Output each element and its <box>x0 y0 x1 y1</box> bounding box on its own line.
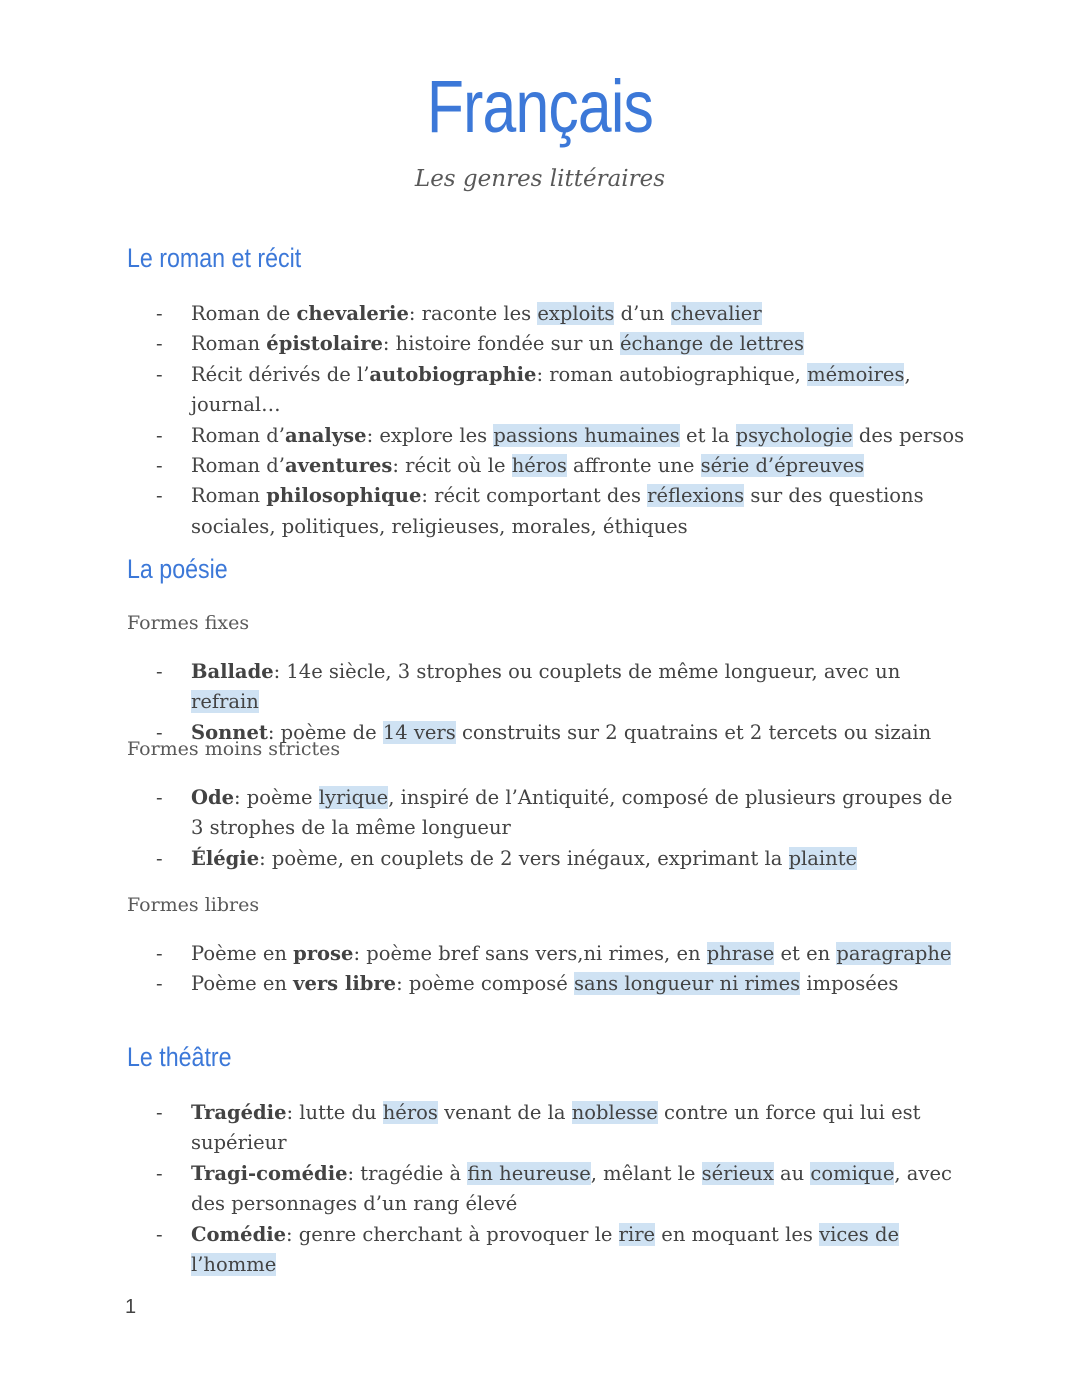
list-item: - Récit dérivés de l’autobiographie: roman autobiographique, mémoires, journal… <box>156 362 911 417</box>
subheading-formes-fixes: Formes fixes <box>127 612 250 634</box>
list-item: - Tragi-comédie: tragédie à fin heureuse, mêlant le sérieux au comique, avec des personnages d’un rang élevé <box>156 1161 952 1216</box>
document-subtitle: Les genres littéraires <box>414 166 666 192</box>
section-heading-roman: Le roman et récit <box>127 243 302 273</box>
formes-libres-list <box>0 939 971 1000</box>
section-heading-theatre: Le théâtre <box>127 1042 232 1072</box>
list-item: - Ballade: 14e siècle, 3 strophes ou couplets de même longueur, avec un refrain <box>156 660 901 714</box>
list-item: - Roman de chevalerie: raconte les exploits d’un chevalier <box>156 302 762 325</box>
section-heading-poesie: La poésie <box>127 554 228 584</box>
list-item: - Poème en vers libre: poème composé sans longueur ni rimes imposées <box>156 972 899 996</box>
subheading-formes-libres: Formes libres <box>127 894 260 916</box>
roman-list <box>0 299 971 542</box>
list-item: - Ode: poème lyrique, inspiré de l’Antiquité, composé de plusieurs groupes de 3 strophes de la même longueur <box>156 786 953 840</box>
theatre-list <box>0 1098 971 1280</box>
list-item: - Élégie: poème, en couplets de 2 vers inégaux, exprimant la plainte <box>156 846 858 870</box>
list-item: - Sonnet: poème de 14 vers construits sur 2 quatrains et 2 tercets ou sizain <box>156 720 932 744</box>
list-item: - Roman philosophique: récit comportant des réflexions sur des questions sociales, politiques, religieuses, morales, éthiques <box>156 484 924 538</box>
list-item: - Roman épistolaire: histoire fondée sur un échange de lettres <box>156 332 804 356</box>
formes-fixes-list <box>0 657 971 748</box>
list-item: - Tragédie: lutte du héros venant de la noblesse contre un force qui lui est supérieur <box>156 1101 921 1155</box>
list-item: - Comédie: genre cherchant à provoquer le rire en moquant les vices de l’homme <box>156 1222 900 1277</box>
subheading-formes-moins-strictes: Formes moins strictes <box>127 738 341 760</box>
list-item: - Roman d’analyse: explore les passions humaines et la psychologie des persos <box>156 423 965 447</box>
document-title: Français <box>426 65 654 148</box>
formes-moins-list <box>0 783 971 874</box>
page-number: 1 <box>125 1296 137 1318</box>
list-item: - Roman d’aventures: récit où le héros affronte une série d’épreuves <box>156 454 865 478</box>
list-item: - Poème en prose: poème bref sans vers,ni rimes, en phrase et en paragraphe <box>156 942 952 965</box>
